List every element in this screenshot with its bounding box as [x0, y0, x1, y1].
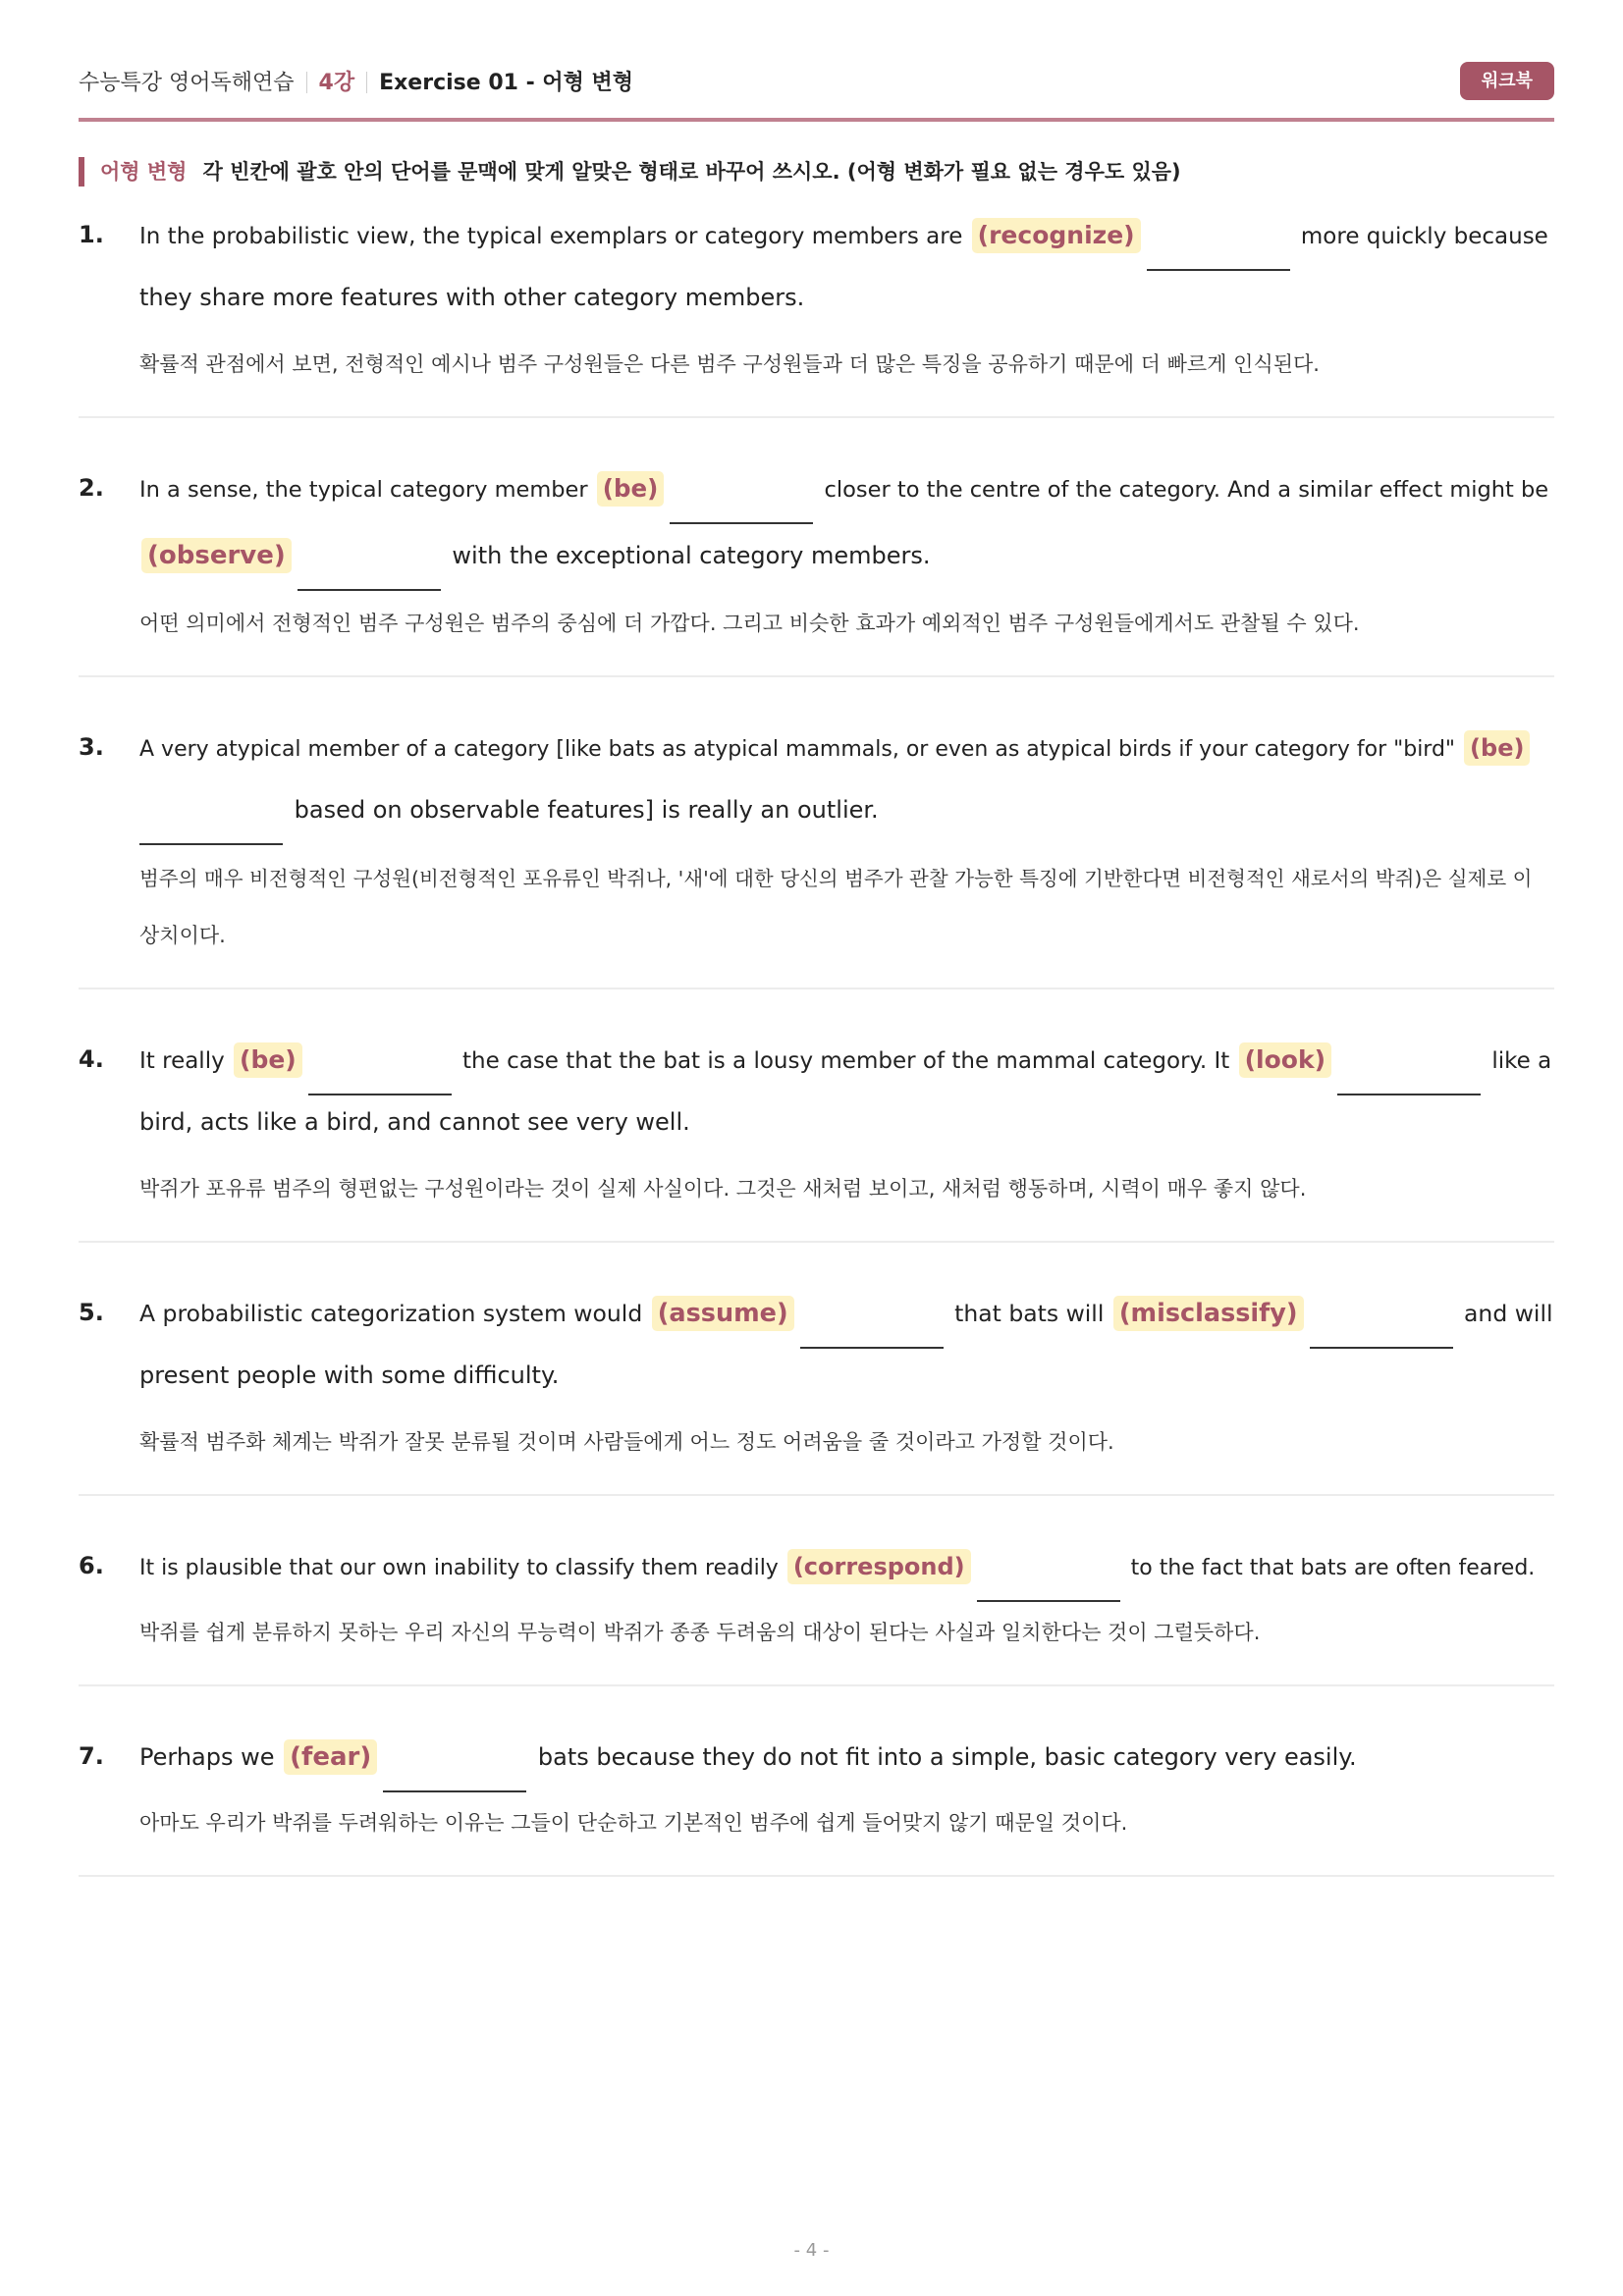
korean-translation: 상치이다. [139, 924, 226, 947]
english-line [139, 793, 879, 845]
english-line [139, 1042, 1551, 1095]
english-text: bird, acts like a bird, and cannot see very well. [139, 1108, 690, 1136]
item-number: 3. [79, 733, 104, 761]
header-separator [366, 72, 367, 93]
item-number: 5. [79, 1299, 104, 1326]
answer-blank[interactable] [977, 1600, 1120, 1602]
english-text: based on observable features] is really an outlier. [294, 796, 879, 824]
answer-blank[interactable] [1310, 1347, 1453, 1349]
english-text: to the fact that bats are often feared. [1130, 1556, 1536, 1580]
english-text: A probabilistic categorization system would [139, 1300, 643, 1327]
answer-blank[interactable] [383, 1790, 526, 1792]
english-line [139, 1105, 690, 1139]
header-title: Exercise 01 - 어형 변형 [379, 71, 634, 95]
english-text: more quickly because [1300, 224, 1548, 249]
word-hint: (fear) [284, 1739, 377, 1775]
english-line [139, 471, 1548, 524]
english-text: In a sense, the typical category member [139, 477, 588, 503]
word-hint: (look) [1239, 1042, 1331, 1078]
word-hint: (assume) [652, 1296, 794, 1331]
korean-translation: 확률적 관점에서 보면, 전형적인 예시나 범주 구성원들은 다른 범주 구성원들과 더 많은 특징을 공유하기 때문에 더 빠르게 인식된다. [139, 352, 1320, 376]
workbook-badge: 워크북 [1460, 62, 1554, 100]
item-divider [79, 1684, 1554, 1686]
word-hint: (correspond) [787, 1549, 971, 1584]
korean-translation: 범주의 매우 비전형적인 구성원(비전형적인 포유류인 박쥐나, '새'에 대한 당신의 범주가 관찰 가능한 특징에 기반한다면 비전형적인 새로서의 박쥐)은 실제로 이 [139, 867, 1533, 890]
english-text: closer to the centre of the category. And a similar effect might be [824, 477, 1549, 503]
english-line [139, 281, 804, 314]
instruction-text: 각 빈칸에 괄호 안의 단어를 문맥에 맞게 알맞은 형태로 바꾸어 쓰시오. (어형 변화가 필요 없는 경우도 있음) [202, 160, 1181, 184]
english-text: bats because they do not fit into a simple, basic category very easily. [537, 1743, 1357, 1771]
english-line [139, 730, 1532, 767]
header-series: 수능특강 영어독해연습 [79, 71, 295, 95]
answer-blank[interactable] [670, 522, 813, 524]
answer-blank[interactable] [1147, 269, 1290, 271]
item-number: 6. [79, 1552, 104, 1579]
instruction-label: 어형 변형 [100, 160, 188, 184]
instruction [79, 157, 1181, 187]
header-rule [79, 118, 1554, 122]
word-hint: (be) [1464, 730, 1530, 766]
english-text: the case that the bat is a lousy member of the mammal category. It [462, 1048, 1230, 1074]
english-line [139, 218, 1548, 271]
item-divider [79, 1875, 1554, 1877]
english-line [139, 1739, 1357, 1792]
english-text: A very atypical member of a category [like bats as atypical mammals, or even as atypical birds if your category for "bird" [139, 737, 1456, 762]
english-text: present people with some difficulty. [139, 1362, 560, 1389]
english-text: It is plausible that our own inability to classify them readily [139, 1556, 779, 1580]
korean-translation: 박쥐가 포유류 범주의 형편없는 구성원이라는 것이 실제 사실이다. 그것은 새처럼 보이고, 새처럼 행동하며, 시력이 매우 좋지 않다. [139, 1177, 1307, 1201]
answer-blank[interactable] [800, 1347, 944, 1349]
item-divider [79, 416, 1554, 418]
workbook-page [79, 0, 1554, 2296]
word-hint: (misclassify) [1113, 1296, 1304, 1331]
english-text: with the exceptional category members. [452, 542, 931, 569]
english-text: In the probabilistic view, the typical exemplars or category members are [139, 224, 963, 249]
item-divider [79, 1494, 1554, 1496]
item-number: 7. [79, 1742, 104, 1770]
answer-blank[interactable] [298, 589, 441, 591]
word-hint: (observe) [141, 538, 292, 573]
korean-translation: 아마도 우리가 박쥐를 두려워하는 이유는 그들이 단순하고 기본적인 범주에 쉽게 들어맞지 않기 때문일 것이다. [139, 1811, 1128, 1835]
answer-blank[interactable] [308, 1094, 452, 1095]
word-hint: (recognize) [972, 218, 1141, 253]
word-hint: (be) [597, 471, 665, 507]
item-number: 4. [79, 1045, 104, 1073]
header-breadcrumb [79, 69, 633, 98]
item-divider [79, 675, 1554, 677]
english-text: Perhaps we [139, 1743, 275, 1771]
english-line [139, 1296, 1553, 1349]
english-text: It really [139, 1048, 225, 1074]
item-number: 1. [79, 221, 104, 248]
english-line [139, 538, 930, 591]
english-line [139, 1549, 1535, 1602]
page-header [79, 59, 1554, 118]
item-divider [79, 1241, 1554, 1243]
korean-translation: 박쥐를 쉽게 분류하지 못하는 우리 자신의 무능력이 박쥐가 종종 두려움의 대상이 된다는 사실과 일치한다는 것이 그럴듯하다. [139, 1621, 1261, 1644]
english-line [139, 1359, 559, 1392]
item-divider [79, 988, 1554, 989]
answer-blank[interactable] [1337, 1094, 1481, 1095]
korean-translation: 확률적 범주화 체계는 박쥐가 잘못 분류될 것이며 사람들에게 어느 정도 어려움을 줄 것이라고 가정할 것이다. [139, 1430, 1114, 1454]
header-lesson: 4강 [318, 71, 355, 95]
item-number: 2. [79, 474, 104, 502]
english-text: like a [1491, 1048, 1552, 1074]
korean-translation: 어떤 의미에서 전형적인 범주 구성원은 범주의 중심에 더 가깝다. 그리고 비슷한 효과가 예외적인 범주 구성원들에게서도 관찰될 수 있다. [139, 612, 1360, 635]
page-number: - 4 - [793, 2240, 830, 2261]
english-text: and will [1464, 1300, 1553, 1327]
answer-blank[interactable] [139, 843, 283, 845]
header-separator [306, 72, 307, 93]
english-text: that bats will [954, 1300, 1105, 1327]
english-text: they share more features with other category members. [139, 284, 805, 311]
word-hint: (be) [234, 1042, 302, 1078]
